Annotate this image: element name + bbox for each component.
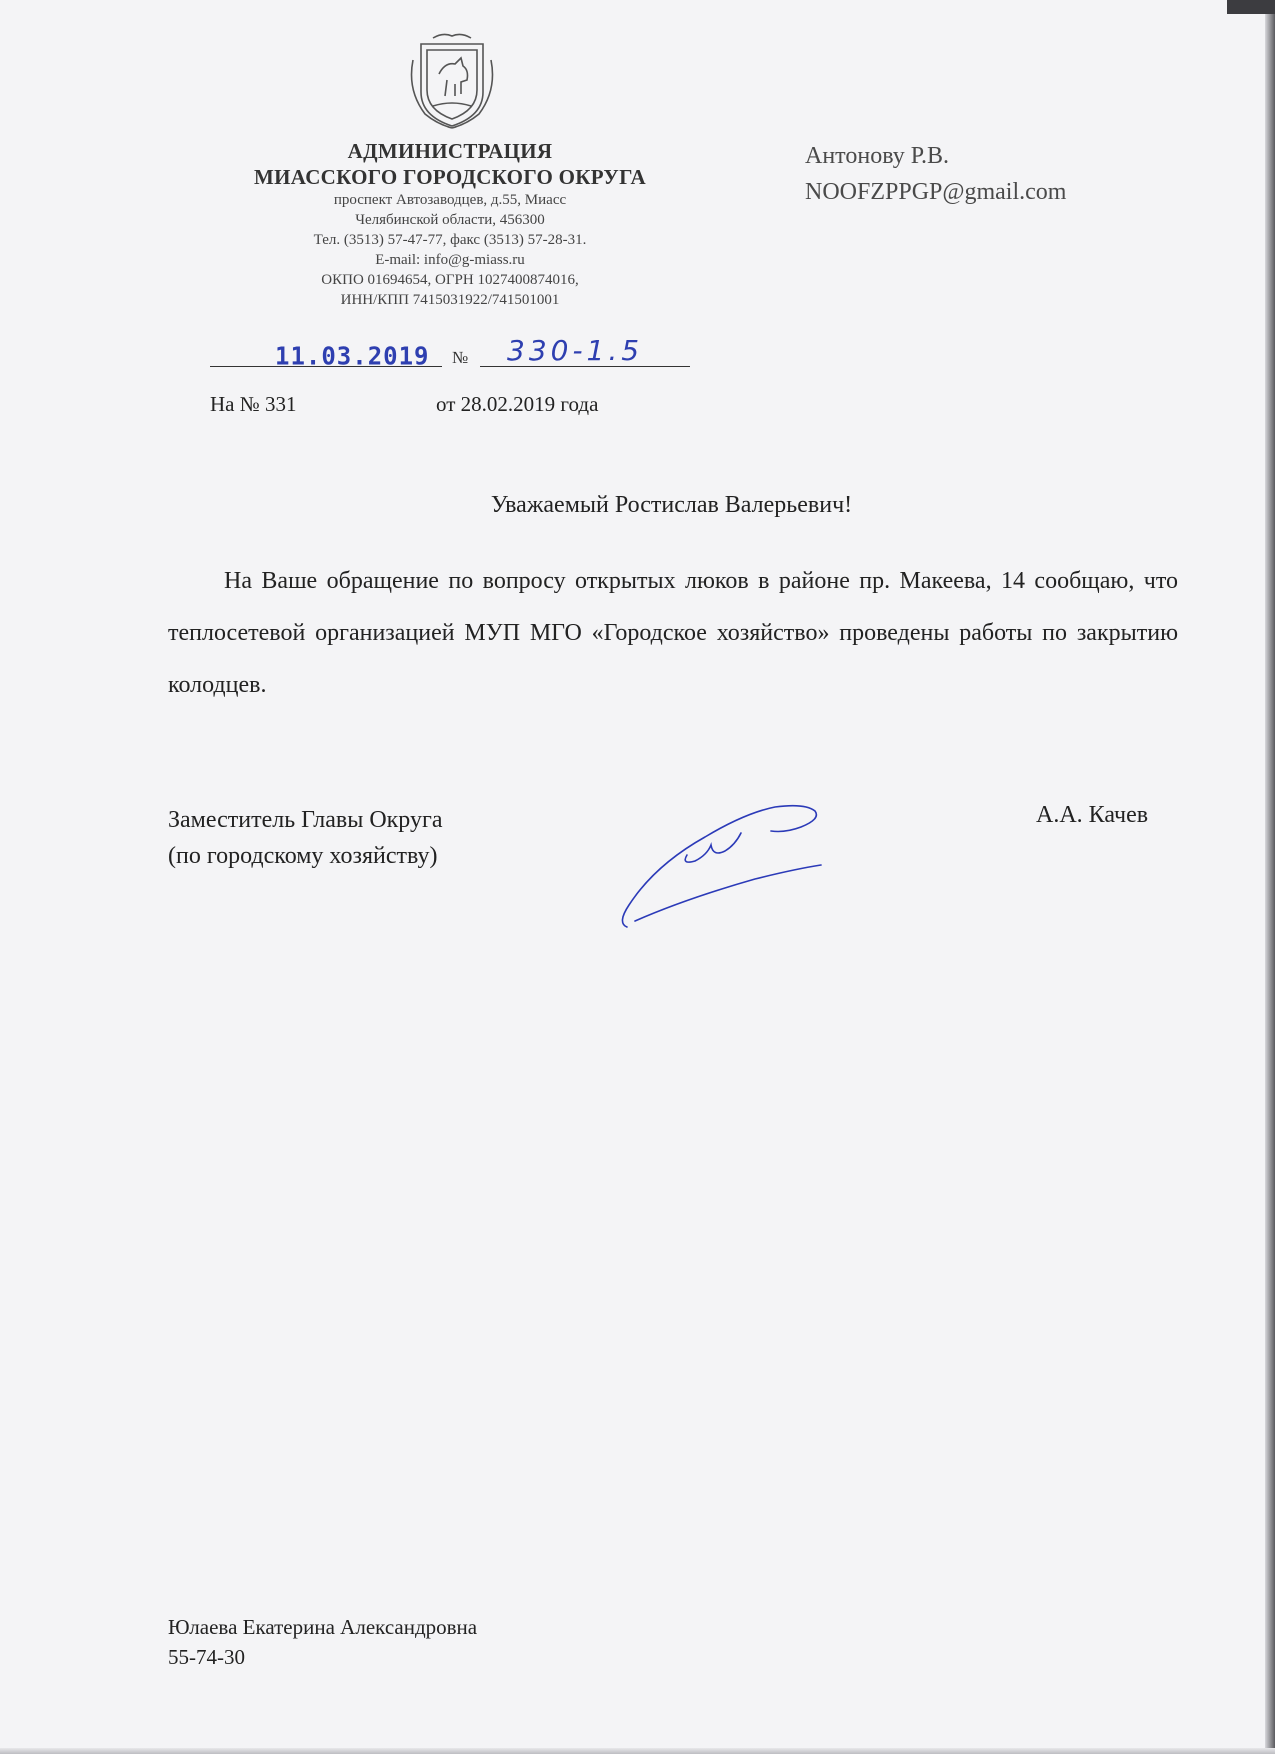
city-coat-of-arms-icon: [403, 30, 501, 130]
registration-date-stamp: 11.03.2019: [275, 341, 430, 371]
org-address-line1: проспект Автозаводцев, д.55, Миасс: [333, 192, 567, 208]
registration-number: 330-1.5: [507, 334, 644, 367]
executor-name: Юлаева Екатерина Александровна: [168, 1615, 478, 1639]
scan-bottom-shadow: [0, 1748, 1275, 1754]
reference-date: от 28.02.2019 года: [436, 392, 599, 416]
signatory-title-line2: (по городскому хозяйству): [168, 843, 438, 869]
org-inn: ИНН/КПП 7415031922/741501001: [340, 292, 560, 308]
signatory-name: А.А. Качев: [1036, 802, 1149, 828]
recipient-block: [805, 138, 1066, 210]
org-name-line1: АДМИНИСТРАЦИЯ: [347, 139, 553, 163]
scan-corner-shadow: [1227, 0, 1275, 14]
reference-number: На № 331: [210, 392, 297, 416]
org-email: E-mail: info@g-miass.ru: [375, 252, 525, 268]
signatory-title-line1: Заместитель Главы Округа: [168, 807, 443, 833]
recipient-email: NOOFZPPGP@gmail.com: [805, 179, 1067, 205]
salutation: [0, 492, 1275, 519]
registration-number-label: №: [452, 348, 469, 367]
executor-block: [168, 1612, 477, 1672]
org-name-line2: МИАССКОГО ГОРОДСКОГО ОКРУГА: [254, 165, 646, 189]
letter-body: На Ваше обращение по вопросу открытых люков в районе пр. Макеева, 14 сообщаю, что теплосетевой организацией МУП МГО «Городское хозяйство» проведены работы по закрытию колодцев.: [168, 568, 1178, 698]
scan-edge-shadow: [1265, 0, 1275, 1754]
handwritten-signature: [615, 795, 835, 935]
signatory-title: [168, 802, 443, 874]
salutation-text: Уважаемый Ростислав Валерьевич!: [490, 492, 853, 518]
letterhead: [190, 138, 710, 310]
executor-phone: 55-74-30: [168, 1645, 245, 1669]
recipient-name: Антонову Р.В.: [805, 143, 950, 169]
org-phone: Тел. (3513) 57-47-77, факс (3513) 57-28-31.: [313, 232, 587, 248]
org-okpo: ОКПО 01694654, ОГРН 1027400874016,: [321, 272, 579, 288]
org-address-line2: Челябинской области, 456300: [355, 212, 545, 228]
